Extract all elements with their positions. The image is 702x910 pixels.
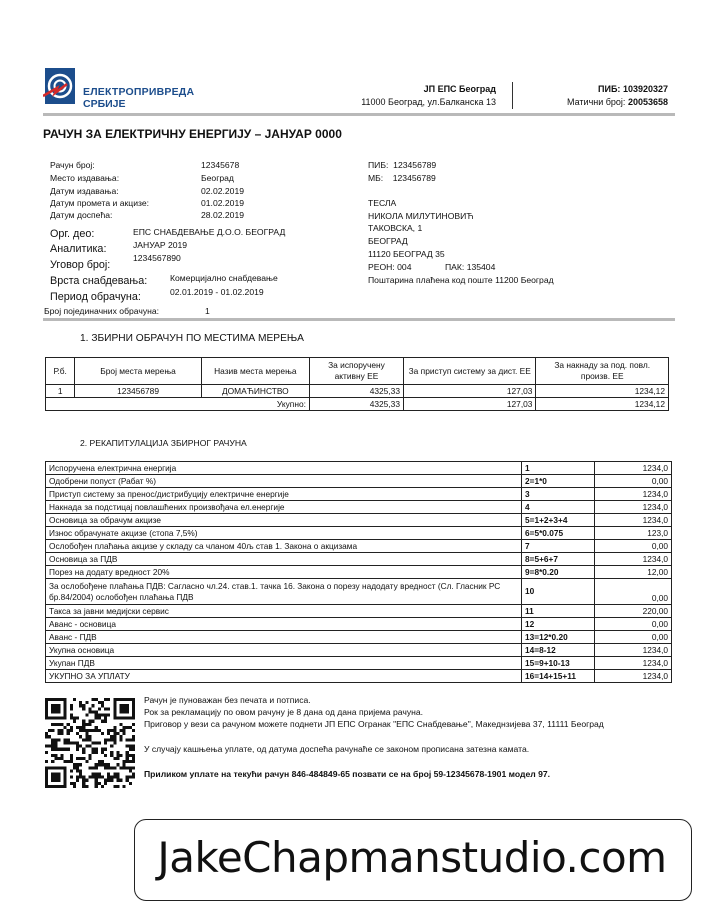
logo-name-line2: СРБИЈЕ [83,98,126,110]
col-meter-number: Број места мерења [75,358,201,385]
col-meter-name: Назив места мерења [201,358,309,385]
table-row [46,566,672,579]
issuer-company: ЈП ЕПС Београд [423,84,496,94]
recap-amount: 0,00 [595,475,672,488]
org-unit-label: Орг. део: [50,228,95,240]
recap-code: 12 [522,618,595,631]
eps-logo-icon [43,66,77,106]
cell-meter-name: ДОМАЋИНСТВО [201,385,309,398]
table-row [46,501,672,514]
table-row [46,488,672,501]
recap-code: 6=5*0.075 [522,527,595,540]
issue-place-label: Место издавања: [50,173,120,183]
customer-pib [368,160,436,170]
recap-code: 16=14+15+11 [522,670,595,683]
recap-amount: 220,00 [595,605,672,618]
customer-pak: ПАК: 135404 [445,262,496,272]
metering-table [45,357,669,411]
recap-code: 1 [522,462,595,475]
recap-label: Накнада за подстицај повлашћених произвођача ел.енергије [46,501,522,514]
recap-label: Приступ систему за пренос/дистрибуцију електричне енергије [46,488,522,501]
note-validity: Рачун је пуноважан без печата и потписа. [144,695,311,705]
header-rule [43,113,675,116]
invoice-number-label: Рачун број: [50,160,95,170]
document-title: РАЧУН ЗА ЕЛЕКТРИЧНУ ЕНЕРГИЈУ – ЈАНУАР 0000 [43,127,342,141]
recap-label: Аванс - ПДВ [46,631,522,644]
recap-amount: 1234,0 [595,462,672,475]
customer-reon: РЕОН: 004 [368,262,412,272]
table-row [46,462,672,475]
customer-mb-label: МБ: [368,173,384,183]
table-row [46,475,672,488]
table-row [46,553,672,566]
cell-dist-access: 127,03 [403,385,535,398]
note-late-interest: У случају кашњења уплате, од датума доспећа рачунаће се законом прописана затезна камата. [144,744,530,754]
section1-title: 1. ЗБИРНИ ОБРАЧУН ПО МЕСТИМА МЕРЕЊА [80,333,304,344]
note-payment-reference: Приликом уплате на текући рачун 846-484849-65 позвати се на број 59-12345678-1901 модел 97. [144,769,551,779]
recap-label: Основица за обрачум акцизе [46,514,522,527]
cell-active-energy: 4325,33 [309,385,403,398]
total-row [46,398,669,411]
total-active-energy: 4325,33 [309,398,403,411]
logo-name-line1: ЕЛЕКТРОПРИВРЕДА [83,86,195,98]
issue-date: 02.02.2019 [201,186,245,196]
turnover-date: 01.02.2019 [201,198,245,208]
recap-code: 2=1*0 [522,475,595,488]
supply-type-label: Врста снабдевања: [50,275,148,287]
issuer-pib-label: ПИБ: [598,84,621,94]
recap-amount: 1234,0 [595,644,672,657]
issue-place: Београд [201,173,234,183]
recap-amount: 1234,0 [595,514,672,527]
table-row [46,579,672,605]
recap-code: 7 [522,540,595,553]
recap-label: Укупна основица [46,644,522,657]
postage-note: Поштарина плаћена код поште 11200 Београд [368,275,554,285]
customer-mb [368,173,436,183]
recap-label: Износ обрачунате акцизе (стопа 7,5%) [46,527,522,540]
recap-code: 5=1+2+3+4 [522,514,595,527]
recap-amount: 1234,0 [595,488,672,501]
recap-code: 13=12*0.20 [522,631,595,644]
due-date: 28.02.2019 [201,210,245,220]
customer-line-3: ТАКОВСКА, 1 [368,223,423,233]
metering-header-row [46,358,669,385]
recap-label: Испоручена електрична енергија [46,462,522,475]
individual-count-label: Број појединачних обрачуна: [44,306,160,316]
recap-table [45,461,672,683]
recap-amount: 1234,0 [595,553,672,566]
table-row [46,644,672,657]
table-row [46,670,672,683]
recap-amount: 0,00 [595,579,672,605]
customer-line-4: БЕОГРАД [368,236,408,246]
qr-code [45,697,135,789]
contract-label: Уговор број: [50,259,111,271]
recap-amount: 123,0 [595,527,672,540]
analytics: ЈАНУАР 2019 [133,240,188,250]
customer-line-2: НИКОЛА МИЛУТИНОВИЋ [368,211,474,221]
org-unit: ЕПС СНАБДЕВАЊЕ Д.О.О. БЕОГРАД [133,227,286,237]
header-divider [512,82,513,109]
recap-amount: 1234,0 [595,670,672,683]
table-row [46,631,672,644]
supply-type: Комерцијално снабдевање [170,273,278,283]
recap-amount: 0,00 [595,631,672,644]
recap-label: Одобрени попуст (Рабат %) [46,475,522,488]
individual-count: 1 [205,306,210,316]
recap-label: Основица за ПДВ [46,553,522,566]
customer-pib-value: 123456789 [393,160,437,170]
table-row [46,514,672,527]
table-row [46,605,672,618]
recap-label: Аванс - основица [46,618,522,631]
customer-mb-value: 123456789 [392,173,436,183]
total-label: Укупно: [46,398,310,411]
customer-line-1: ТЕСЛА [368,198,397,208]
section2-title: 2. РЕКАПИТУЛАЦИЈА ЗБИРНОГ РАЧУНА [80,438,247,448]
total-dist-access: 127,03 [403,398,535,411]
total-privileged-fee: 1234,12 [536,398,669,411]
col-privileged-fee: За накнаду за под. повл. произв. ЕЕ [536,358,669,385]
recap-code: 4 [522,501,595,514]
billing-period-label: Период обрачуна: [50,291,141,303]
recap-amount: 1234,0 [595,501,672,514]
watermark-text: JakeChapmanstudio.com [157,833,667,882]
recap-label: Такса за јавни медијски сервис [46,605,522,618]
recap-label: Ослобођен плаћања акцизе у складу са чланом 40љ став 1. Закона о акцизама [46,540,522,553]
recap-code: 15=9+10-13 [522,657,595,670]
recap-code: 8=5+6+7 [522,553,595,566]
recap-amount: 12,00 [595,566,672,579]
recap-amount: 0,00 [595,540,672,553]
recap-code: 3 [522,488,595,501]
table-row [46,618,672,631]
recap-code: 10 [522,579,595,605]
invoice-number: 12345678 [201,160,240,170]
table-row [46,527,672,540]
recap-code: 11 [522,605,595,618]
issuer-pib-value: 103920327 [622,84,668,94]
recap-label: Укупан ПДВ [46,657,522,670]
col-rb: Р.б. [46,358,75,385]
col-active-energy: За испоручену активну ЕЕ [309,358,403,385]
section-rule [43,318,675,321]
due-date-label: Датум доспећа: [50,210,113,220]
issue-date-label: Датум издавања: [50,186,119,196]
issuer-mb [530,97,668,108]
note-complaint-deadline: Рок за рекламацију по овом рачуну је 8 дана од дана пријема рачуна. [144,707,424,717]
contract-number: 1234567890 [133,253,181,263]
recap-label: Порез на додату вредност 20% [46,566,522,579]
col-dist-access: За приступ систему за дист. ЕЕ [403,358,535,385]
cell-meter-number: 123456789 [75,385,201,398]
customer-pib-label: ПИБ: [368,160,389,170]
issuer-mb-label: Матични број: [567,97,626,107]
billing-period: 02.01.2019 - 01.02.2019 [170,287,264,297]
customer-line-5: 11120 БЕОГРАД 35 [368,249,445,259]
table-row [46,540,672,553]
note-complaint-address: Приговор у вези са рачуном можете поднети ЈП ЕПС Огранак "ЕПС Снабдевање", Македнзијева 37, 11111 Београд [144,719,604,729]
issuer-address: 11000 Београд, ул.Балканска 13 [361,97,496,107]
table-row [46,657,672,670]
cell-rb: 1 [46,385,75,398]
recap-amount: 1234,0 [595,657,672,670]
recap-code: 9=8*0.20 [522,566,595,579]
recap-code: 14=8-12 [522,644,595,657]
analytics-label: Аналитика: [50,243,107,255]
table-row [46,385,669,398]
recap-amount: 0,00 [595,618,672,631]
cell-privileged-fee: 1234,12 [536,385,669,398]
issuer-mb-value: 20053658 [627,97,668,107]
issuer-pib [530,84,668,95]
turnover-date-label: Датум промета и акцизе: [50,198,150,208]
recap-label: УКУПНО ЗА УПЛАТУ [46,670,522,683]
recap-label: За ослобођене плаћања ПДВ: Сагласно чл.24. став.1. тачка 16. Закона о порезу надодату вредност (Сл. Гласник РС бр.84/2004) ослобођен плаћања ПДВ [46,579,522,605]
